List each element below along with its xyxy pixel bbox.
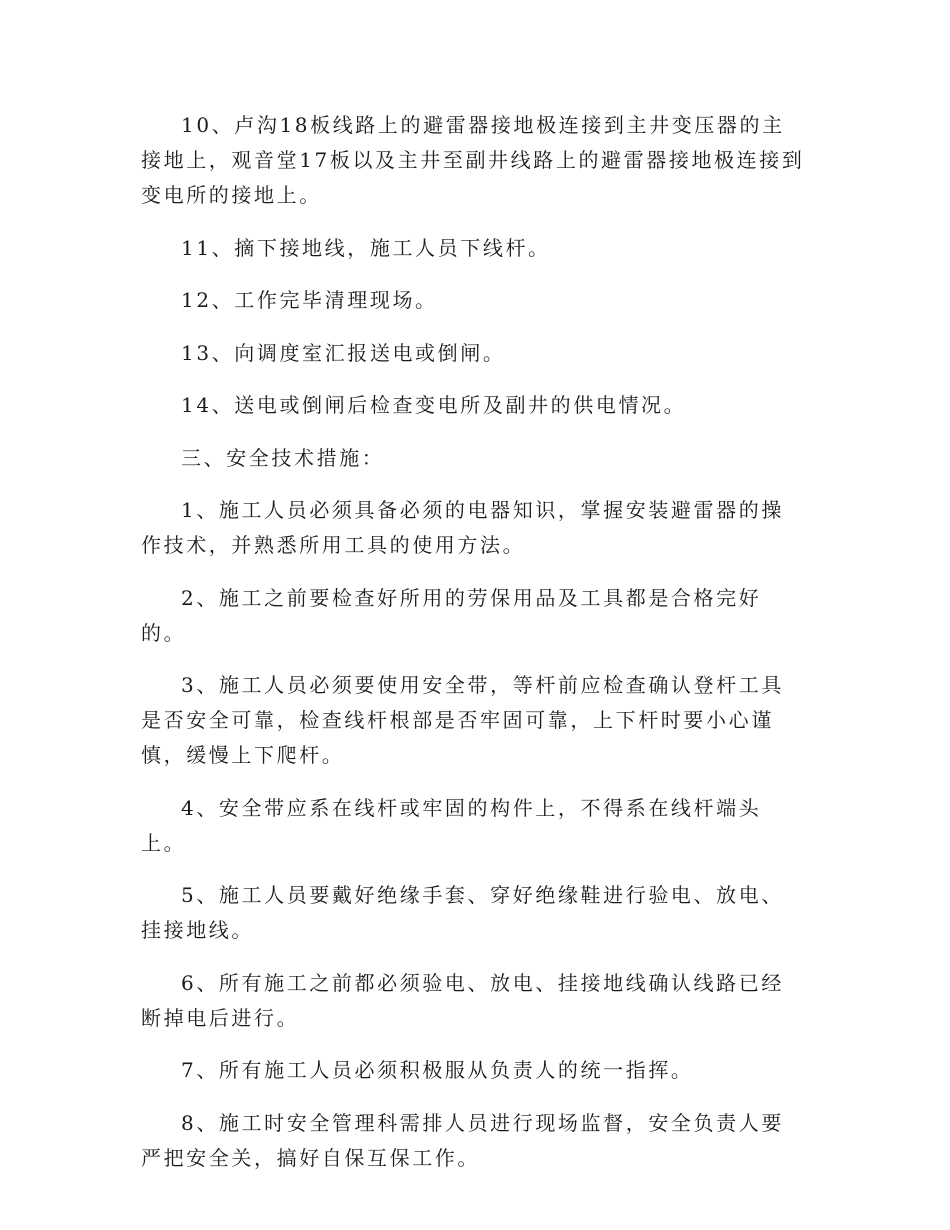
paragraph-step-14: 14、送电或倒闸后检查变电所及副井的供电情况。 [181, 393, 687, 417]
paragraph-measure-2: 2、施工之前要检查好所用的劳保用品及工具都是合格完好的。 [141, 585, 762, 645]
paragraph-measure-6: 6、所有施工之前都必须验电、放电、挂接地线确认线路已经断掉电后进行。 [141, 970, 784, 1030]
paragraph-step-13: 13、向调度室汇报送电或倒闸。 [181, 340, 506, 365]
paragraph-measure-5: 5、施工人员要戴好绝缘手套、穿好绝缘鞋进行验电、放电、挂接地线。 [141, 883, 784, 942]
paragraph-measure-7: 7、所有施工人员必须积极服从负责人的统一指挥。 [181, 1058, 694, 1082]
paragraph-measure-1: 1、施工人员必须具备必须的电器知识，掌握安装避雷器的操作技术，并熟悉所用工具的使用方法。 [141, 498, 784, 557]
document-body [141, 108, 805, 1193]
paragraph-measure-3: 3、施工人员必须要使用安全带，等杆前应检查确认登杆工具是否安全可靠，检查线杆根部是否牢固可靠，上下杆时要小心谨慎，缓慢上下爬杆。 [141, 673, 784, 767]
paragraph-measure-4: 4、安全带应系在线杆或牢固的构件上，不得系在线杆端头上。 [141, 795, 762, 855]
paragraph-step-11: 11、摘下接地线，施工人员下线杆。 [181, 235, 551, 260]
paragraph-step-10: 10、卢沟18板线路上的避雷器接地极连接到主井变压器的主接地上，观音堂17板以及主井至副井线路上的避雷器接地极连接到变电所的接地上。 [141, 113, 805, 207]
paragraph-measure-8: 8、施工时安全管理科需排人员进行现场监督，安全负责人要严把安全关，搞好自保互保工作。 [141, 1110, 784, 1170]
paragraph-step-12: 12、工作完毕清理现场。 [181, 288, 438, 312]
section-heading-safety-measures: 三、安全技术措施： [181, 445, 385, 470]
